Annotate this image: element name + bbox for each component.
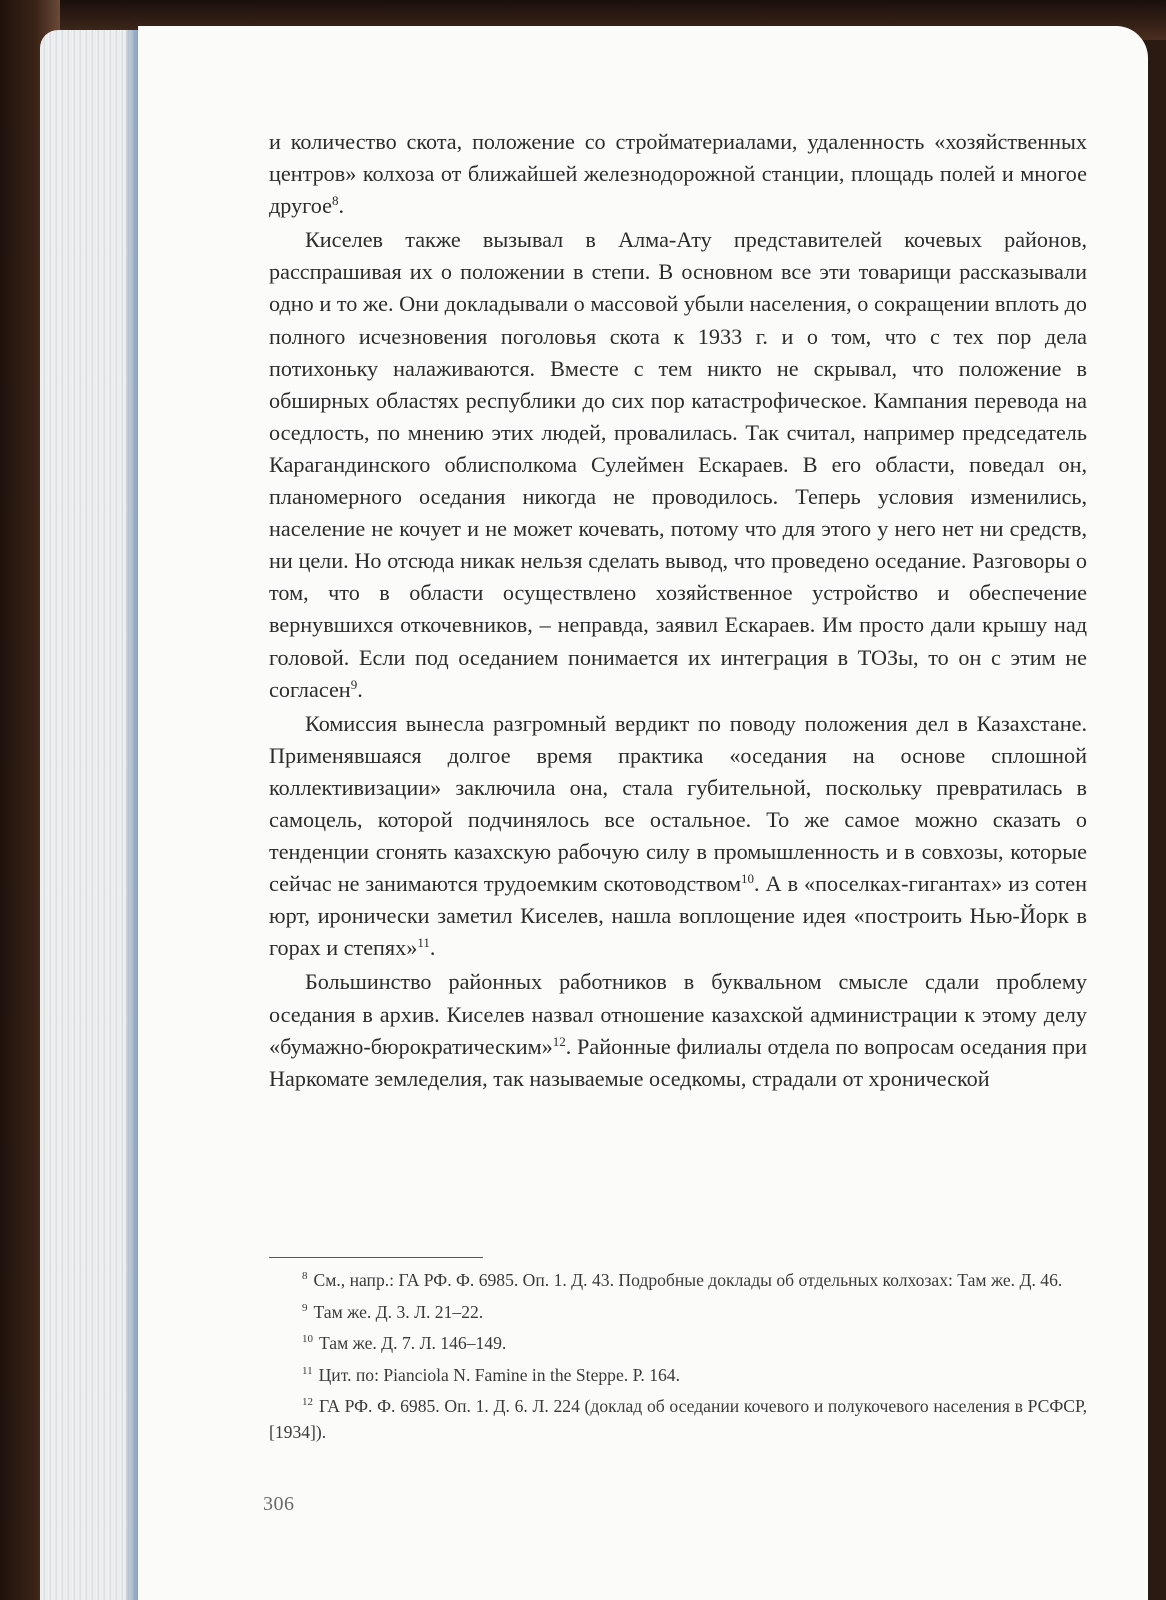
book-page — [138, 26, 1148, 1600]
footnote-ref-10[interactable]: 10 — [740, 871, 754, 887]
footnote-ref-9[interactable]: 9 — [350, 676, 358, 692]
body-text — [269, 126, 1087, 1095]
footnote-8: $^8$ См., напр.: ГА РФ. Ф. 6985. Оп. 1. Д. 43. Подробные доклады об отдельных колхозах: Там же. Д. 46. — [302, 1270, 1063, 1290]
footnote-ref-8[interactable]: 8 — [331, 193, 339, 209]
paragraph-3: Комиссия вынесла разгромный вердикт по поводу положения дел в Казахстане. Применявшаяся долгое время практика «оседания на основе сплошной коллективизации» заключила она, стала губительной, поскольку превратилась в самоцель, которой подчинялось все остальное. То же самое можно сказать о тенденции сгонять казахскую рабочую силу в промышленность и в совхозы, которые сейчас не занимаются трудоемким скотоводством$^{10}$. А в «поселках-гигантах» из сотен юрт, иронически заметил Киселев, нашла воплощение идея «построить Нью-Йорк в горах и степях»$^{11}$. — [269, 710, 1087, 961]
paragraph-2: Киселев также вызывал в Алма-Ату представителей кочевых районов, расспрашивая их о положении в степи. В основном все эти товарищи рассказывали одно и то же. Они докладывали о массовой убыли населения, о сокращении вплоть до полного исчезновения поголовья скота к 1933 г. и о том, что с тех пор дела потихоньку налаживаются. Вместе с тем никто не скрывал, что положение в обширных областях республики до сих пор катастрофическое. Кампания перевода на оседлость, по мнению этих людей, провалилась. Так считал, например председатель Карагандинского облисполкома Сулеймен Ескараев. В его области, поведал он, планомерного оседания никогда не проводилось. Теперь условия изменились, население не кочует и не может кочевать, потому что для этого у него нет ни средств, ни цели. Но отсюда никак нельзя сделать вывод, что проведено оседание. Разговоры о том, что в области осуществлено хозяйственное устройство и обеспечение вернувшихся откочевников, – неправда, заявил Ескараев. Им просто дали крышу над головой. Если под оседанием понимается их интеграция в ТОЗы, то он с этим не согласен$^9$. — [269, 227, 1087, 702]
footnote-11: $^{11}$ Цит. по: Pianciola N. Famine in the Steppe. P. 164. — [302, 1364, 680, 1385]
paragraph-1: и количество скота, положение со стройматериалами, удаленность «хозяйственных центров» колхоза от ближайшей железнодорожной станции, площадь полей и многое другое$^8$. — [269, 129, 1087, 219]
footnote-10: $^{10}$ Там же. Д. 7. Л. 146–149. — [302, 1333, 507, 1353]
page-number: 306 — [263, 1493, 295, 1515]
footnote-separator — [269, 1257, 483, 1258]
footnote-ref-11[interactable]: 11 — [417, 935, 430, 951]
footnotes — [269, 1268, 1087, 1451]
footnote-9: $^9$ Там же. Д. 3. Л. 21–22. — [302, 1301, 484, 1322]
page-edges — [40, 30, 140, 1600]
footnote-12: $^{12}$ ГА РФ. Ф. 6985. Оп. 1. Д. 6. Л. 224 (доклад об оседании кочевого и полукочевого населения в РСФСР, [1934]). — [269, 1396, 1087, 1442]
footnote-ref-12[interactable]: 12 — [552, 1033, 566, 1049]
paragraph-4: Большинство районных работников в буквальном смысле сдали проблему оседания в архив. Киселев назвал отношение казахской администрации к этому делу «бумажно-бюрократическим»$^{12}$. Районные филиалы отдела по вопросам оседания при Наркомате земледелия, так называемые оседкомы, страдали от хронической — [269, 969, 1087, 1091]
